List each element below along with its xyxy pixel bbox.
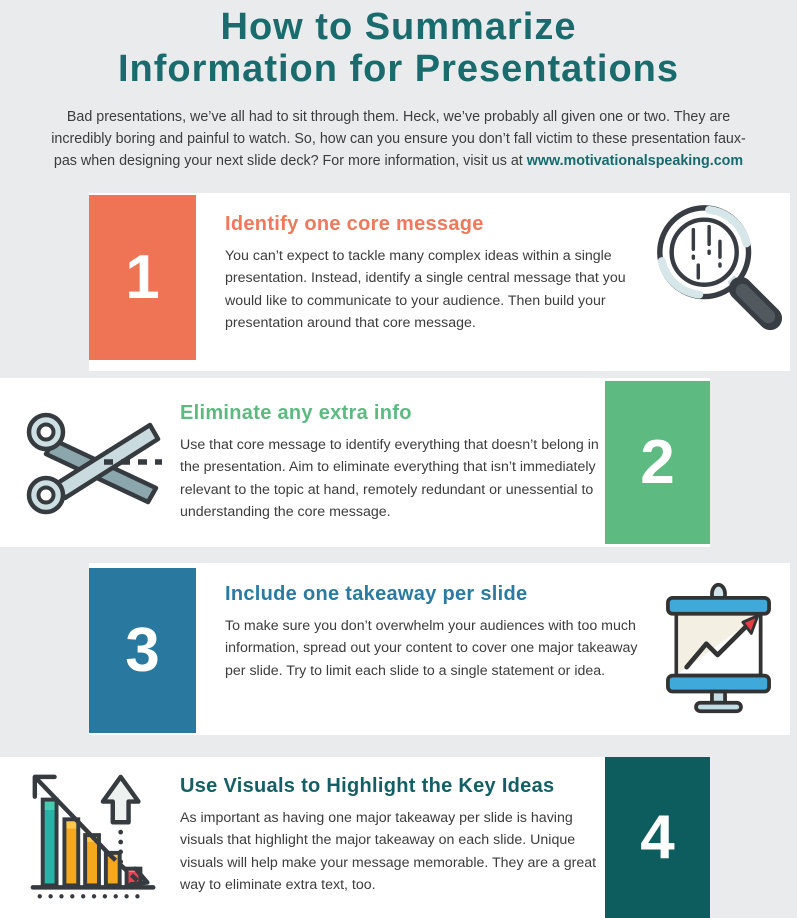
presentation-chart-icon <box>650 581 787 714</box>
step-3-number-block <box>89 568 196 733</box>
intro-text: Bad presentations, we’ve all had to sit through them. Heck, we’ve probably all given one or two. They are incredibly boring and painful to watch. So, how can you ensure you don’t fall victim to these presentation faux-pas when designing your next slide deck? For more information, visit us at <box>51 109 746 169</box>
step-2-number: 2 <box>640 428 675 497</box>
step-3-body: To make sure you don’t overwhelm your audiences with too much information, spread out your content to cover one major takeaway per slide. Try to limit each slide to a single statement or idea. <box>225 618 638 679</box>
step-2-body: Use that core message to identify everything that doesn’t belong in the presentation. Aim to eliminate everything that isn’t immediately relevant to the topic at hand, remotely redundant or unessential to understanding the core message. <box>180 437 599 521</box>
step-3-number: 3 <box>125 616 160 685</box>
step-3-content <box>225 581 645 682</box>
step-1-section <box>0 193 797 371</box>
step-4-number-block <box>605 757 710 918</box>
step-4-content <box>180 773 598 897</box>
bar-chart-arrow-icon <box>25 769 167 917</box>
intro-paragraph <box>43 106 754 172</box>
step-3-heading: Include one takeaway per slide <box>225 583 528 605</box>
magnifying-glass-icon <box>648 200 786 338</box>
website-link[interactable]: www.motivationalspeaking.com <box>526 153 744 169</box>
step-1-heading: Identify one core message <box>225 213 484 235</box>
step-1-content <box>225 211 645 335</box>
scissors-icon <box>18 400 168 528</box>
step-2-content <box>180 400 602 524</box>
step-2-section <box>0 378 797 547</box>
step-2-heading: Eliminate any extra info <box>180 402 412 424</box>
page-title <box>0 6 797 90</box>
step-4-section <box>0 757 797 918</box>
page-title-line1: How to Summarize <box>220 6 577 48</box>
step-4-heading: Use Visuals to Highlight the Key Ideas <box>180 775 555 797</box>
page-title-line2: Information for Presentations <box>117 48 680 90</box>
step-1-number-block <box>89 195 196 360</box>
step-2-number-block <box>605 381 710 544</box>
step-1-body: You can’t expect to tackle many complex ideas within a single presentation. Instead, identify a single central message that you would like to communicate to your audience. Then build your presentation around that core message. <box>225 248 626 332</box>
step-4-body: As important as having one major takeaway per slide is having visuals that highlight the major takeaway on each slide. Unique visuals will help make your message memorable. They are a great way to eliminate extra text, too. <box>180 810 597 894</box>
step-1-number: 1 <box>125 243 160 312</box>
step-3-section <box>0 563 797 735</box>
step-4-number: 4 <box>640 803 675 872</box>
